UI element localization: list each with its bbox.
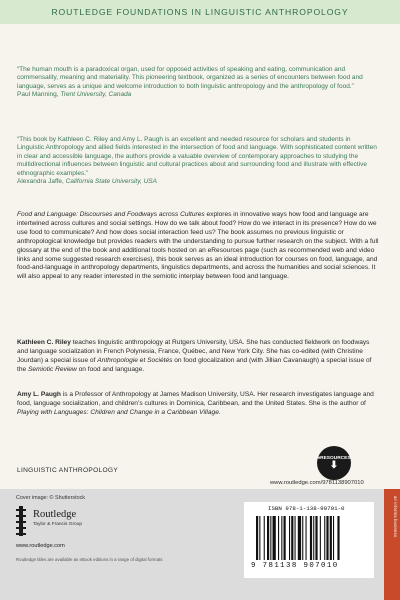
barcode-bar <box>291 516 293 560</box>
barcode-bar <box>320 516 321 560</box>
barcode-bar <box>278 516 279 560</box>
barcode-icon <box>256 516 364 560</box>
quote-author: Alexandra Jaffe, <box>17 178 64 186</box>
endorsement-quote <box>17 66 377 100</box>
barcode-bar <box>259 516 260 560</box>
spine-text: an informa business <box>393 496 398 538</box>
barcode-bar <box>315 516 317 560</box>
publisher-name: Routledge <box>33 509 77 520</box>
series-banner <box>0 0 400 24</box>
barcode-bar <box>298 516 301 560</box>
barcode-bar <box>306 516 307 560</box>
journal-title: Anthropologie et Sociétés <box>97 356 173 364</box>
publisher-group: Taylor & Francis Group <box>33 522 83 527</box>
barcode-bar <box>326 516 328 560</box>
journal-title: Semiotic Review <box>28 365 77 373</box>
barcode-bar <box>337 516 339 560</box>
quote-text: “The human mouth is a paradoxical organ, used for opposed activities of speaking and eating, communication and commensality, meaning and materiality. This pioneering textbook, organized as a series of encounters between food and language, serves as a unique and welcome introduction to both linguistic anthropology and the anthropology of food.” <box>17 66 363 90</box>
publisher-link[interactable]: www.routledge.com <box>16 543 65 549</box>
barcode-bar <box>284 516 286 560</box>
quote-affiliation: California State University, USA <box>65 178 157 186</box>
book-description <box>17 211 379 282</box>
bio-text: teaches linguistic anthropology at Rutgers University, USA. She has conducted fieldwork on foodways and language socialization in French Polynesia, France, Québec, and New York City. She has co-edited (with Christine Jourdan) a special issue of <box>17 339 370 364</box>
isbn-label: ISBN 978-1-138-90701-0 <box>268 505 345 512</box>
quote-attribution <box>17 91 377 99</box>
barcode-bar <box>324 516 325 560</box>
quote-author: Paul Manning, <box>17 91 59 99</box>
eresources-badge <box>317 446 351 480</box>
bio-text: on food and language. <box>76 365 145 373</box>
author-bio <box>17 339 379 375</box>
barcode-bar <box>302 516 303 560</box>
book-title: Food and Language: Discourses and Foodways across Cultures <box>17 211 205 218</box>
routledge-logo-icon <box>16 506 26 536</box>
quote-affiliation: Trent University, Canada <box>60 91 132 99</box>
barcode-bar <box>273 516 276 560</box>
subject-category: LINGUISTIC ANTHROPOLOGY <box>17 467 119 474</box>
barcode-digits: 9 781138 907010 <box>251 562 339 570</box>
barcode-bar <box>313 516 314 560</box>
barcode-bar <box>310 516 312 560</box>
ebook-note: Routledge titles are available as eBook editions in a range of digital formats <box>16 557 163 562</box>
description-text: explores in innovative ways how food and language are intertwined across cultures and social settings. How do we talk about food? How do we interact in its presence? How do we use food to communicate? And how does social interaction feed us? The book assumes no previous linguistic or anthropological knowledge but provides readers with the understanding to pursue further research on the subject. With a full glossary at the end of the book and additional tools hosted on an eResources page (such as recommended web and video links and some suggested research exercises), this book serves as an ideal introduction for courses on food, language, and food-and-language in anthropology departments, linguistics departments, and across the humanities and social sciences. It will also appeal to any reader interested in the semiotic interplay between food and language. <box>17 211 379 281</box>
author-name: Amy L. Paugh <box>17 391 61 398</box>
eresources-link[interactable]: www.routledge.com/9781138907010 <box>270 480 364 486</box>
bio-text: is a Professor of Anthropology at James Madison University, USA. Her research investigates language and food, language socialization, and children’s cultures in Dominica, Caribbean, and the United States. She is the author of <box>17 391 374 407</box>
quote-attribution <box>17 178 377 186</box>
author-name: Kathleen C. Riley <box>17 339 71 346</box>
barcode-bar <box>267 516 269 560</box>
barcode-bar <box>256 516 258 560</box>
cover-credit: Cover image: © Shutterstock <box>16 495 85 501</box>
barcode-bar <box>295 516 296 560</box>
author-bio <box>17 391 379 418</box>
barcode-bar <box>270 516 271 560</box>
down-arrow-icon: ⬇ <box>329 459 339 471</box>
eresources-label: eRESOURCES <box>317 455 351 461</box>
quote-text: “This book by Kathleen C. Riley and Amy L. Paugh is an excellent and needed resource for scholars and students in Linguistic Anthropology and allied fields interested in the intersection of food and language. With sophisticated content written in clear and accessible language, the authors provide a valuable overview of contemporary approaches to studying the multidirectional influences between linguistic and cultural practices about and surrounding food and illustrate with effective ethnographic examples.” <box>17 136 377 177</box>
series-title: ROUTLEDGE FOUNDATIONS IN LINGUISTIC ANTHROPOLOGY <box>51 7 349 17</box>
barcode-bar <box>281 516 282 560</box>
barcode-bar <box>333 516 334 560</box>
barcode-bar <box>289 516 290 560</box>
book-title-ref: Playing with Languages: Children and Change in a Caribbean Village. <box>17 408 221 416</box>
endorsement-quote <box>17 136 377 186</box>
bio-text: on food glocalization and (with Jillian Cavanaugh) a special issue of the <box>17 356 372 373</box>
barcode-bar <box>330 516 332 560</box>
barcode-bar <box>264 516 265 560</box>
